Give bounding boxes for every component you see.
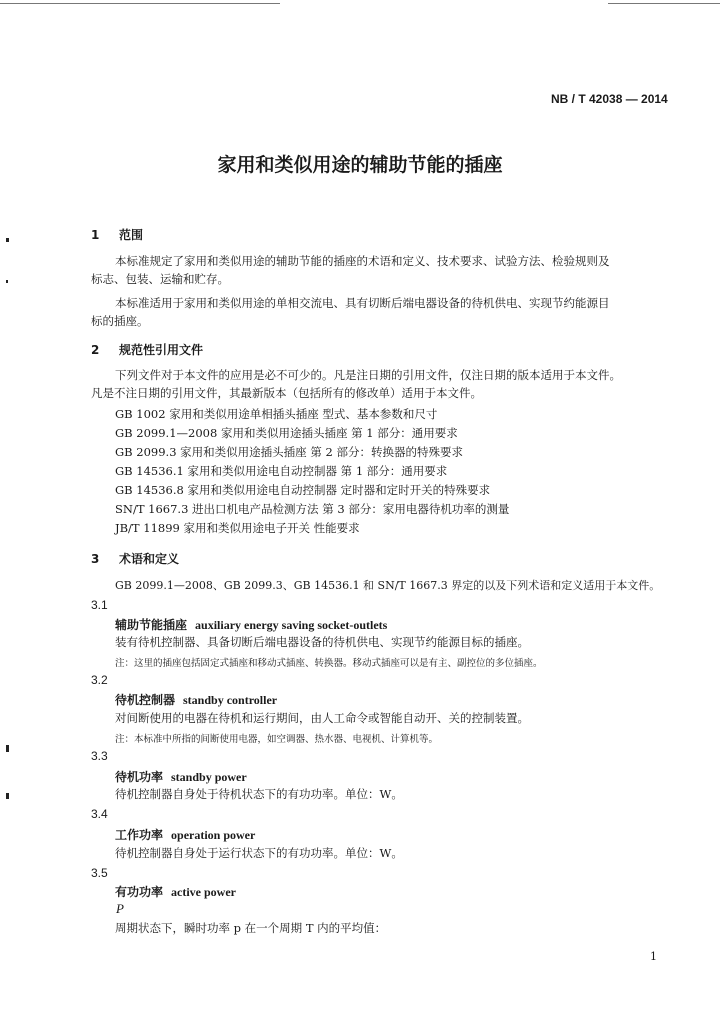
term-cn: 待机功率 — [115, 770, 164, 784]
note: 注：本标准中所指的间断使用电器，如空调器、热水器、电视机、计算机等。 — [115, 734, 439, 745]
reference-item: SN/T 1667.3 进出口机电产品检测方法 第 3 部分：家用电器待机功率的测量 — [115, 502, 510, 516]
document-number: NB / T 42038 — 2014 — [551, 92, 668, 106]
section-1-para1-line2: 标志、包装、运输和贮存。 — [91, 272, 229, 286]
section-number: 1 — [91, 228, 100, 242]
scan-margin-mark — [6, 745, 9, 752]
section-1-para2-line1: 本标准适用于家用和类似用途的单相交流电、具有切断后端电器设备的待机供电、实现节约能源目 — [115, 296, 610, 310]
note: 注：这里的插座包括固定式插座和移动式插座、转换器。移动式插座可以是有主、副控位的多位插座。 — [115, 658, 543, 669]
term-en: standby controller — [183, 693, 278, 707]
clause-number: 3.2 — [91, 673, 108, 687]
term-en: standby power — [171, 770, 247, 784]
term-3-3 — [115, 768, 247, 785]
reference-item: GB 14536.1 家用和类似用途电自动控制器 第 1 部分：通用要求 — [115, 464, 448, 478]
definition: 对间断使用的电器在待机和运行期间，由人工命令或智能自动开、关的控制装置。 — [115, 711, 529, 725]
section-2-intro-line2: 凡是不注日期的引用文件，其最新版本（包括所有的修改单）适用于本文件。 — [91, 386, 482, 400]
reference-item: GB 1002 家用和类似用途单相插头插座 型式、基本参数和尺寸 — [115, 407, 438, 421]
reference-item: GB 2099.1—2008 家用和类似用途插头插座 第 1 部分：通用要求 — [115, 426, 458, 440]
term-3-5 — [115, 883, 236, 900]
clause-number: 3.3 — [91, 749, 108, 763]
term-cn: 辅助节能插座 — [115, 618, 188, 632]
reference-item: JB/T 11899 家用和类似用途电子开关 性能要求 — [115, 521, 360, 535]
definition: 周期状态下，瞬时功率 p 在一个周期 T 内的平均值： — [115, 921, 387, 935]
section-1-para1-line1: 本标准规定了家用和类似用途的辅助节能的插座的术语和定义、技术要求、试验方法、检验规则及 — [115, 254, 610, 268]
clause-number: 3.5 — [91, 866, 108, 880]
section-1-heading — [91, 226, 143, 243]
scan-top-rule-left — [0, 3, 280, 4]
page-title: 家用和类似用途的辅助节能的插座 — [217, 154, 503, 176]
section-title: 范围 — [119, 228, 144, 242]
scan-margin-mark — [6, 238, 9, 242]
term-en: operation power — [171, 828, 256, 842]
term-cn: 工作功率 — [115, 828, 164, 842]
scan-margin-mark — [6, 280, 8, 283]
term-3-4 — [115, 826, 255, 843]
term-cn: 有功功率 — [115, 885, 164, 899]
reference-item: GB 2099.3 家用和类似用途插头插座 第 2 部分：转换器的特殊要求 — [115, 445, 463, 459]
page-number: 1 — [650, 950, 657, 963]
section-2-intro-line1: 下列文件对于本文件的应用是必不可少的。凡是注日期的引用文件，仅注日期的版本适用于本文件。 — [115, 368, 621, 382]
symbol: P — [116, 901, 124, 916]
section-3-intro: GB 2099.1—2008、GB 2099.3、GB 14536.1 和 SN/T 1667.3 界定的以及下列术语和定义适用于本文件。 — [115, 579, 661, 592]
definition: 待机控制器自身处于运行状态下的有功功率。单位：W。 — [115, 846, 403, 860]
section-number: 2 — [91, 343, 100, 357]
reference-item: GB 14536.8 家用和类似用途电自动控制器 定时器和定时开关的特殊要求 — [115, 483, 491, 497]
section-number: 3 — [91, 552, 100, 566]
definition: 待机控制器自身处于待机状态下的有功功率。单位：W。 — [115, 787, 403, 801]
term-3-2 — [115, 691, 277, 708]
term-cn: 待机控制器 — [115, 693, 176, 707]
clause-number: 3.4 — [91, 807, 108, 821]
section-title: 规范性引用文件 — [119, 343, 204, 357]
section-3-heading — [91, 550, 179, 567]
term-3-1 — [115, 616, 387, 633]
term-en: auxiliary energy saving socket-outlets — [195, 618, 388, 632]
scan-margin-mark — [6, 793, 9, 799]
section-title: 术语和定义 — [119, 552, 180, 566]
clause-number: 3.1 — [91, 598, 108, 612]
definition: 装有待机控制器、具备切断后端电器设备的待机供电、实现节约能源目标的插座。 — [115, 635, 529, 649]
section-1-para2-line2: 标的插座。 — [91, 314, 149, 328]
section-2-heading — [91, 341, 203, 358]
scan-top-rule-right — [608, 3, 720, 4]
term-en: active power — [171, 885, 236, 899]
